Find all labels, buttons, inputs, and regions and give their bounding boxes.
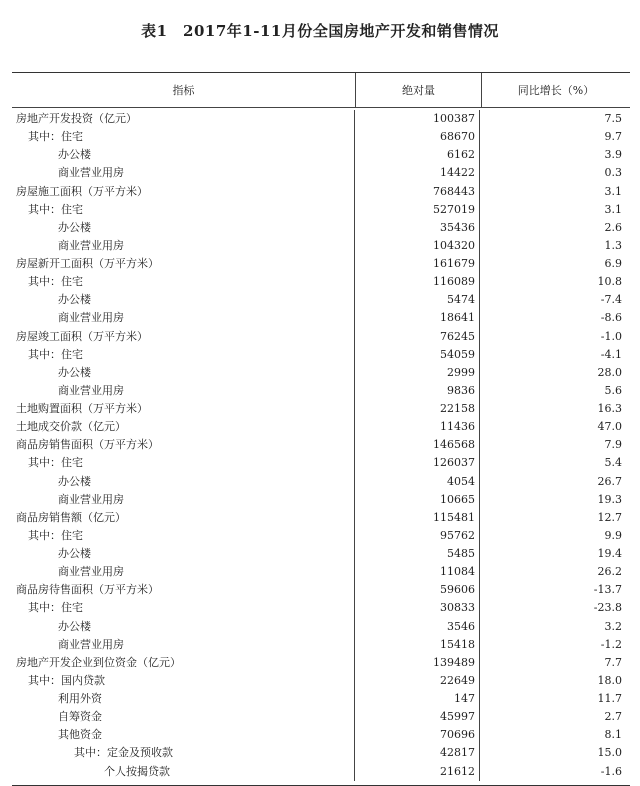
row-growth-value: 3.2 [604,619,622,633]
row-growth-value: 2.7 [604,710,622,724]
row-label: 商品房销售额（亿元） [16,510,126,524]
header-growth: 同比增长（%） [517,84,595,97]
table-row [12,164,630,182]
row-growth-value: 6.9 [604,257,622,270]
table-row [12,146,630,164]
row-label: 房屋新开工面积（万平方米） [16,257,159,270]
row-absolute-value: 30833 [355,599,480,617]
row-growth-value: 19.4 [597,547,622,560]
row-absolute-value: 147 [355,690,480,708]
table-row [12,744,630,762]
row-growth-value: -1.2 [600,637,622,651]
row-growth-value: 2.6 [604,220,622,234]
row-growth-value: 16.3 [597,402,622,415]
row-indicator [12,273,355,291]
row-growth-value: 7.5 [604,112,622,125]
table-row [12,672,630,690]
row-indicator [12,255,355,273]
row-indicator [12,346,355,364]
row-label: 房地产开发企业到位资金（亿元） [16,655,181,669]
row-absolute-value: 54059 [355,346,480,364]
row-label: 商业营业用房 [58,383,124,397]
row-absolute-value: 76245 [355,328,480,346]
row-label: 住宅 [61,202,83,216]
row-growth-value: 7.7 [604,655,622,669]
table-row [12,563,630,581]
row-indicator [12,291,355,309]
table-row [12,328,630,346]
row-growth-value: 3.1 [604,184,622,198]
row-growth-value: 7.9 [604,438,622,452]
row-absolute-value: 22158 [355,400,480,418]
table-row [12,183,630,201]
table-row [12,237,630,255]
row-label: 房屋竣工面积（万平方米） [16,329,148,343]
table-row [12,309,630,327]
row-absolute-value: 115481 [355,509,480,527]
row-label: 商业营业用房 [58,637,124,651]
row-absolute-value: 68670 [355,128,480,146]
row-indicator [12,473,355,491]
row-prefix: 其中： [28,456,61,470]
table-row [12,473,630,491]
table-row [12,618,630,636]
table-row [12,636,630,654]
row-growth-value: -1.6 [600,764,622,778]
row-absolute-value: 146568 [355,436,480,454]
row-label: 办公楼 [58,474,91,488]
row-indicator [12,744,355,762]
row-indicator [12,726,355,744]
row-growth-value: 10.8 [597,275,622,289]
row-absolute-value: 126037 [355,454,480,472]
row-growth-value: -4.1 [600,347,622,361]
table-row [12,708,630,726]
row-growth-value: 47.0 [597,420,622,434]
row-prefix: 其中： [28,275,61,289]
row-absolute-value: 100387 [355,110,480,128]
table-row [12,255,630,273]
table-row [12,219,630,237]
row-indicator [12,654,355,672]
row-growth-value: 9.9 [604,528,622,542]
row-indicator [12,690,355,708]
row-growth-value: 11.7 [597,692,622,705]
table-row [12,128,630,146]
row-indicator [12,309,355,327]
row-growth-value: 15.0 [597,746,622,760]
row-indicator [12,708,355,726]
row-absolute-value: 10665 [355,491,480,509]
table-row [12,581,630,599]
row-label: 个人按揭贷款 [104,764,170,778]
table-row [12,110,630,128]
row-label: 办公楼 [58,619,91,633]
row-absolute-value: 11084 [355,563,480,581]
row-label: 商业营业用房 [58,492,124,506]
row-absolute-value: 2999 [355,364,480,382]
row-label: 利用外资 [58,692,102,705]
table-row [12,364,630,382]
row-label: 土地成交价款（亿元） [16,420,126,434]
row-prefix: 其中： [28,347,61,361]
row-label: 办公楼 [58,547,91,560]
row-prefix: 其中： [28,202,61,216]
row-growth-value: 18.0 [597,673,622,687]
row-label: 住宅 [61,456,83,470]
row-label: 商品房销售面积（万平方米） [16,438,159,452]
row-absolute-value: 18641 [355,309,480,327]
row-indicator [12,164,355,182]
row-label: 住宅 [61,275,83,289]
table-body [12,108,630,785]
row-indicator [12,328,355,346]
row-prefix: 其中： [28,601,61,615]
row-indicator [12,527,355,545]
row-growth-value: 12.7 [597,510,622,524]
row-indicator [12,237,355,255]
row-growth-value: 5.4 [604,456,622,470]
table-row [12,400,630,418]
row-absolute-value: 42817 [355,744,480,762]
row-growth-value: -7.4 [600,293,622,307]
data-table [12,72,630,786]
row-prefix: 其中： [74,746,107,760]
row-label: 办公楼 [58,220,91,234]
row-indicator [12,219,355,237]
row-absolute-value: 95762 [355,527,480,545]
row-indicator [12,128,355,146]
row-label: 商品房待售面积（万平方米） [16,583,159,597]
row-label: 住宅 [61,528,83,542]
row-absolute-value: 59606 [355,581,480,599]
table-row [12,382,630,400]
table-row [12,436,630,454]
row-absolute-value: 22649 [355,672,480,690]
table-row [12,690,630,708]
row-absolute-value: 527019 [355,201,480,219]
row-label: 国内贷款 [61,673,105,687]
row-growth-value: -23.8 [593,601,622,615]
table-row [12,654,630,672]
table-row [12,454,630,472]
row-growth-value: 0.3 [604,166,622,180]
table-row [12,509,630,527]
row-indicator [12,454,355,472]
row-prefix: 其中： [28,130,61,144]
row-absolute-value: 104320 [355,237,480,255]
row-prefix: 其中： [28,673,61,687]
row-absolute-value: 35436 [355,219,480,237]
row-absolute-value: 6162 [355,146,480,164]
row-indicator [12,545,355,563]
header-indicator: 指标 [12,73,356,107]
row-indicator [12,599,355,617]
row-indicator [12,400,355,418]
row-absolute-value: 161679 [355,255,480,273]
row-label: 其他资金 [58,728,102,742]
table-row [12,291,630,309]
row-growth-value: 26.2 [597,565,622,579]
row-growth-value: -1.0 [600,329,622,343]
row-growth-value: 19.3 [597,492,622,506]
table-row [12,201,630,219]
row-label: 商业营业用房 [58,238,124,252]
row-label: 房屋施工面积（万平方米） [16,184,148,198]
row-label: 商业营业用房 [58,166,124,180]
row-absolute-value: 5485 [355,545,480,563]
row-label: 住宅 [61,130,83,144]
row-indicator [12,618,355,636]
table-row [12,491,630,509]
table-title: 表1 2017年1-11月份全国房地产开发和销售情况 [141,22,499,40]
row-indicator [12,436,355,454]
row-indicator [12,183,355,201]
table-row [12,599,630,617]
row-growth-value: 28.0 [597,365,622,379]
row-absolute-value: 14422 [355,164,480,182]
row-growth-value: 8.1 [604,728,622,742]
row-indicator [12,672,355,690]
row-indicator [12,382,355,400]
row-growth-value: -13.7 [593,583,622,597]
row-indicator [12,201,355,219]
row-growth-value: 26.7 [597,474,622,488]
row-absolute-value: 4054 [355,473,480,491]
row-absolute-value: 5474 [355,291,480,309]
row-absolute-value: 139489 [355,654,480,672]
row-growth-value: 3.9 [604,148,622,162]
row-prefix: 其中： [28,528,61,542]
row-absolute-value: 9836 [355,382,480,400]
table-row [12,545,630,563]
row-absolute-value: 768443 [355,183,480,201]
table-row [12,273,630,291]
row-indicator [12,146,355,164]
row-label: 办公楼 [58,293,91,307]
row-growth-value: 3.1 [604,202,622,216]
row-indicator [12,491,355,509]
table-row [12,346,630,364]
row-indicator [12,563,355,581]
row-label: 住宅 [61,601,83,615]
row-indicator [12,636,355,654]
header-absolute: 绝对量 [356,73,482,107]
row-indicator [12,581,355,599]
row-growth-value: 1.3 [604,238,622,252]
row-label: 商业营业用房 [58,311,124,325]
row-absolute-value: 45997 [355,708,480,726]
row-label: 房地产开发投资（亿元） [16,112,137,125]
row-absolute-value: 116089 [355,273,480,291]
table-row [12,763,630,781]
table-row [12,527,630,545]
table-row [12,726,630,744]
row-indicator [12,509,355,527]
row-absolute-value: 11436 [355,418,480,436]
row-indicator [12,110,355,128]
row-absolute-value: 70696 [355,726,480,744]
row-label: 定金及预收款 [107,746,173,760]
table-row [12,418,630,436]
row-label: 自筹资金 [58,710,102,724]
row-indicator [12,364,355,382]
row-absolute-value: 21612 [355,763,480,781]
row-indicator [12,418,355,436]
table-header [12,73,630,108]
row-label: 办公楼 [58,365,91,379]
row-label: 办公楼 [58,148,91,162]
row-growth-value: 9.7 [604,130,622,144]
row-growth-value: 5.6 [604,383,622,397]
row-indicator [12,763,355,781]
row-label: 土地购置面积（万平方米） [16,402,148,415]
row-label: 住宅 [61,347,83,361]
row-label: 商业营业用房 [58,565,124,579]
row-growth-value: -8.6 [600,311,622,325]
row-absolute-value: 3546 [355,618,480,636]
row-absolute-value: 15418 [355,636,480,654]
